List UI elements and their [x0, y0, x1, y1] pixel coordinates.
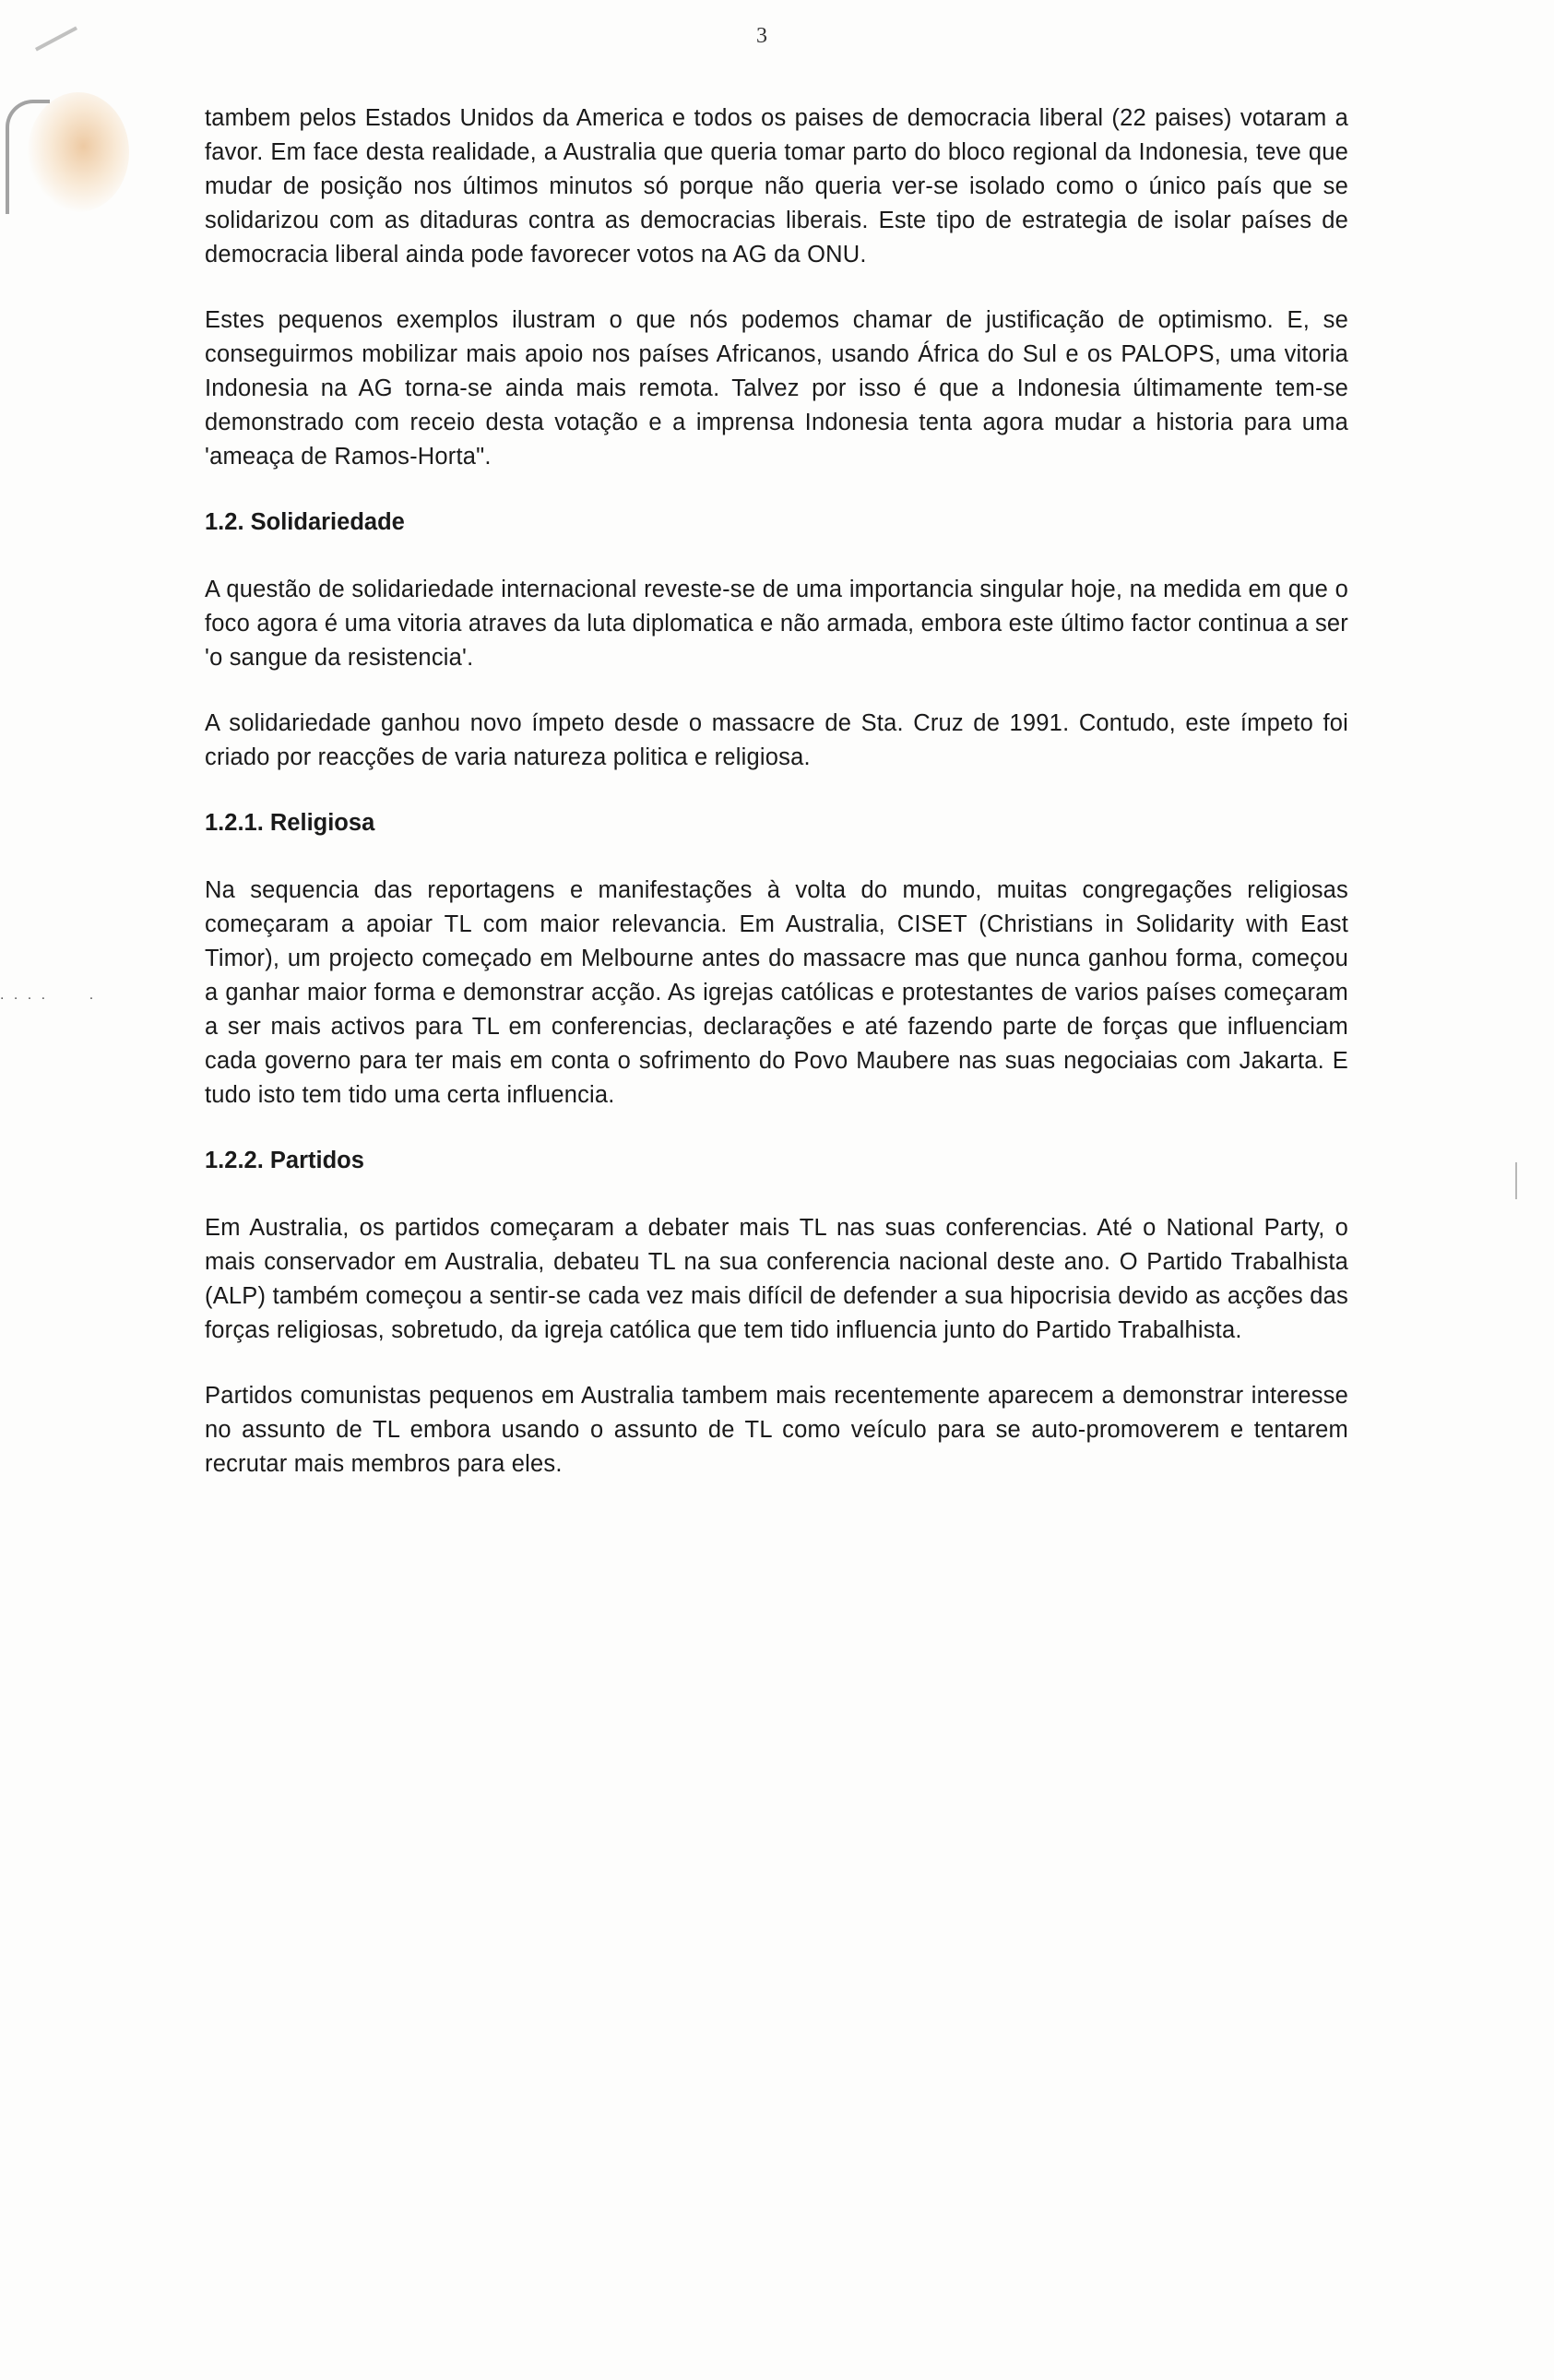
document-body: [205, 101, 1348, 1513]
paragraph-7: Partidos comunistas pequenos em Australia tambem mais recentemente aparecem a demonstrar interesse no assunto de TL embora usando o assunto de TL como veículo para se auto-promoverem e tentarem recrutar mais membros para eles.: [205, 1383, 1348, 1477]
paragraph-1: tambem pelos Estados Unidos da America e todos os paises de democracia liberal (22 paises) votaram a favor. Em face desta realidade, a Australia que queria tomar parto do bloco regional da Indonesia, teve que mudar de posição nos últimos minutos só porque não queria ver-se isolado como o único país que se solidarizou com as ditaduras contra as democracias liberais. Este tipo de estrategia de isolar países de democracia liberal ainda pode favorecer votos na AG da ONU.: [205, 105, 1348, 268]
paragraph-6: Em Australia, os partidos começaram a debater mais TL nas suas conferencias. Até o National Party, o mais conservador em Australia, debateu TL na sua conferencia nacional deste ano. O Partido Trabalhista (ALP) também começou a sentir-se cada vez mais difícil de defender a sua hipocrisia devido as acções das forças religiosas, sobretudo, da igreja católica que tem tido influencia junto do Partido Trabalhista.: [205, 1215, 1348, 1343]
paragraph-2: Estes pequenos exemplos ilustram o que nós podemos chamar de justificação de optimismo. E, se conseguirmos mobilizar mais apoio nos países Africanos, usando África do Sul e os PALOPS, uma vitoria Indonesia na AG torna-se ainda mais remota. Talvez por isso é que a Indonesia últimamente tem-se demonstrado com receio desta votação e a imprensa Indonesia tenta agora mudar a historia para uma 'ameaça de Ramos-Horta".: [205, 307, 1348, 470]
page-number: 3: [756, 24, 767, 48]
paragraph-4: A solidariedade ganhou novo ímpeto desde o massacre de Sta. Cruz de 1991. Contudo, este ímpeto foi criado por reacções de varia natureza politica e religiosa.: [205, 710, 1348, 770]
section-heading-solidariedade: 1.2. Solidariedade: [205, 509, 405, 535]
scan-artifact: . . . . .: [0, 987, 97, 1003]
paragraph-5: Na sequencia das reportagens e manifestações à volta do mundo, muitas congregações religiosas começaram a apoiar TL com maior relevancia. Em Australia, CISET (Christians in Solidarity with East Timor), um projecto começado em Melbourne antes do massacre mas que nunca ganhou forma, começou a ganhar maior forma e demonstrar acção. As igrejas católicas e protestantes de varios países começaram a ser mais activos para TL em conferencias, declarações e até fazendo parte de forças que influenciam cada governo para ter mais em conta o sofrimento do Povo Maubere nas suas negociaias com Jakarta. E tudo isto tem tido uma certa influencia.: [205, 877, 1348, 1108]
paragraph-3: A questão de solidariedade internacional reveste-se de uma importancia singular hoje, na medida em que o foco agora é uma vitoria atraves da luta diplomatica e não armada, embora este último factor continua a ser 'o sangue da resistencia'.: [205, 577, 1348, 671]
section-heading-religiosa: 1.2.1. Religiosa: [205, 810, 375, 836]
paper-stain: [28, 92, 129, 212]
scan-artifact: [1515, 1162, 1517, 1199]
scan-artifact: [35, 26, 77, 51]
section-heading-partidos: 1.2.2. Partidos: [205, 1148, 364, 1173]
